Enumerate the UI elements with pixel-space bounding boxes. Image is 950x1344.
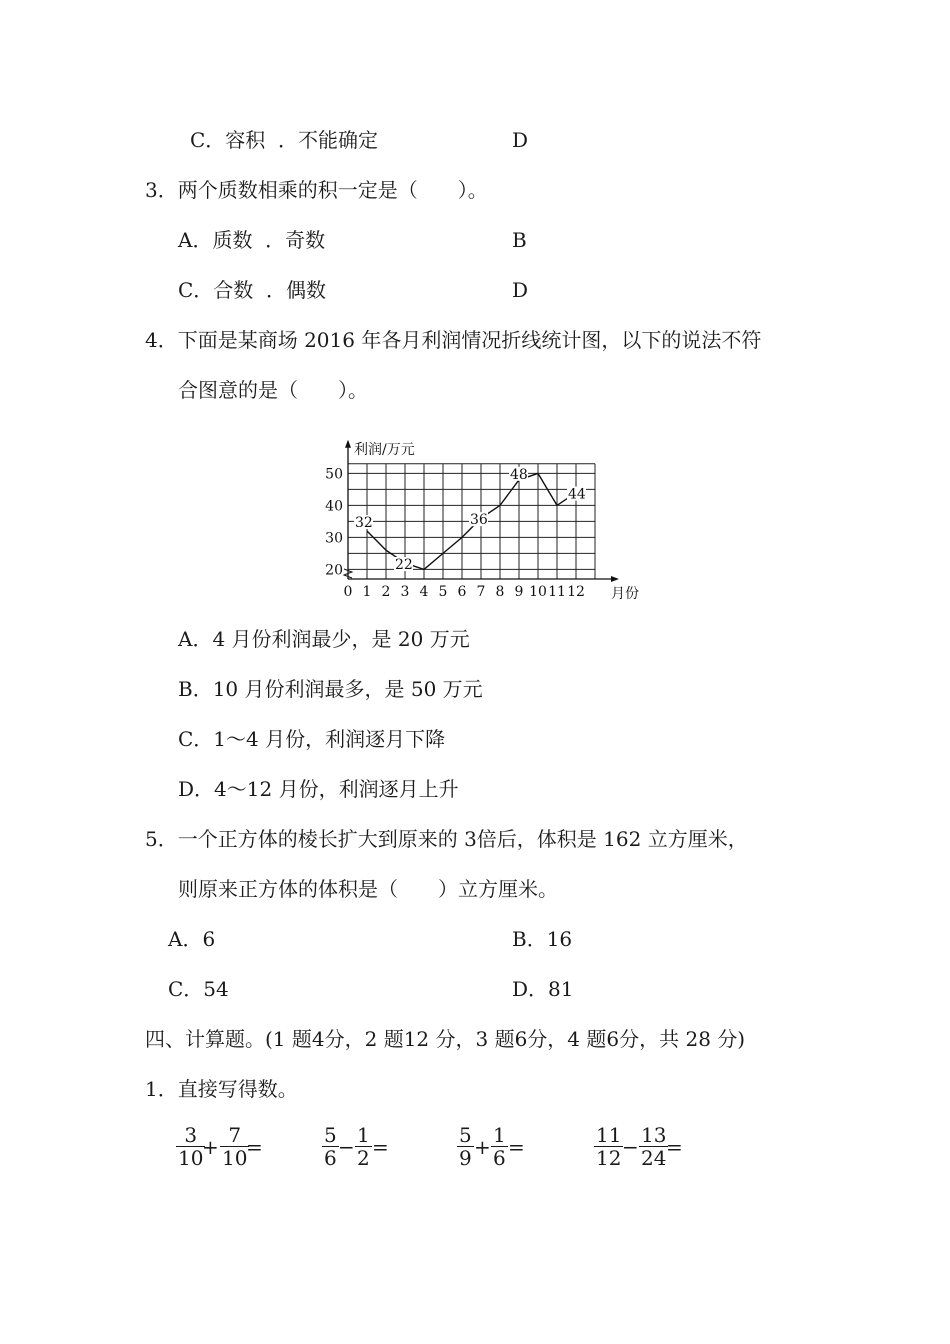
axis-break-mark <box>344 569 352 578</box>
data-label: 48 <box>510 466 528 483</box>
calc4-denominator-b: 24 <box>641 1146 667 1170</box>
q5-option-b: B．16 <box>512 927 573 951</box>
calc2-denominator-a: 6 <box>324 1146 337 1170</box>
calc2-numerator-a: 5 <box>324 1123 337 1147</box>
chart-labels <box>354 467 586 573</box>
q3-option-a: A．质数 ．奇数 <box>178 228 326 252</box>
x-tick-label: 3 <box>400 584 410 600</box>
x-axis-label: 月份 <box>611 586 639 602</box>
calc1-denominator-b: 10 <box>222 1146 248 1170</box>
calc4-fraction-b <box>639 1124 668 1169</box>
x-tick-label: 9 <box>514 584 524 600</box>
y-tick-label: 40 <box>325 498 343 515</box>
q4-option-d: D．4～12 月份，利润逐月上升 <box>178 777 459 801</box>
calc1-operator: + <box>202 1135 219 1159</box>
calc2-fraction-b <box>355 1124 372 1169</box>
x-tick-label: 5 <box>438 584 448 600</box>
calc4-fraction-a <box>594 1124 623 1169</box>
x-tick-label: 7 <box>476 584 486 600</box>
x-tick-label: 0 <box>343 584 353 600</box>
x-tick-label: 11 <box>548 584 566 600</box>
q3-option-c: C．合数 ．偶数 <box>178 278 327 302</box>
data-label: 36 <box>470 512 488 529</box>
calc1-equals: = <box>246 1135 263 1159</box>
calc3-numerator-a: 5 <box>459 1123 472 1147</box>
q4-option-b: B．10 月份利润最多，是 50 万元 <box>178 677 483 701</box>
y-axis-label: 利润/万元 <box>354 441 415 458</box>
x-axis-arrow <box>611 576 619 582</box>
calc3-denominator-b: 6 <box>493 1146 506 1170</box>
data-label: 44 <box>568 486 586 503</box>
q3-option-d: D <box>512 278 529 302</box>
calc1-numerator-a: 3 <box>176 1124 205 1147</box>
calc2-denominator-b: 2 <box>357 1146 370 1170</box>
calc2-operator: − <box>338 1135 355 1159</box>
x-tick-label: 8 <box>495 584 505 600</box>
section4-q1: 1．直接写得数。 <box>145 1077 298 1101</box>
y-tick-label: 20 <box>325 562 343 579</box>
q2-option-d: D <box>512 128 529 152</box>
x-tick-label: 1 <box>362 584 372 600</box>
x-tick-label: 4 <box>419 584 429 600</box>
q4-option-a: A．4 月份利润最少，是 20 万元 <box>178 627 470 651</box>
q5-stem-line2: 则原来正方体的体积是（ ）立方厘米。 <box>178 877 558 901</box>
calc3-equals: = <box>508 1135 525 1159</box>
calc4-operator: − <box>622 1135 639 1159</box>
data-label: 32 <box>355 515 373 531</box>
calc1-numerator-b: 7 <box>220 1124 249 1147</box>
y-tick-label: 50 <box>325 466 343 483</box>
calc4-numerator-b: 13 <box>641 1123 667 1147</box>
x-tick-label: 12 <box>567 584 585 600</box>
y-axis-arrow <box>345 440 351 448</box>
q4-stem-line1: 4．下面是某商场 2016 年各月利润情况折线统计图，以下的说法不符 <box>145 328 762 352</box>
calc1-denominator-a: 10 <box>178 1146 204 1170</box>
q4-option-c: C．1～4 月份，利润逐月下降 <box>178 727 446 751</box>
x-tick-label: 10 <box>529 584 547 600</box>
q3-option-b: B <box>512 228 527 252</box>
calc4-denominator-a: 12 <box>596 1146 622 1170</box>
calc4-equals: = <box>666 1135 683 1159</box>
profit-line-chart <box>325 418 639 603</box>
calc3-fraction-a <box>457 1124 474 1169</box>
calc2-numerator-b: 1 <box>357 1123 370 1147</box>
q5-option-d: D．81 <box>512 977 574 1001</box>
q5-option-c: C．54 <box>168 977 229 1001</box>
calc3-fraction-b <box>491 1124 508 1169</box>
q2-option-c: C．容积 ．不能确定 <box>190 128 379 152</box>
calc3-operator: + <box>474 1135 491 1159</box>
x-tick-label: 6 <box>457 584 467 600</box>
x-tick-label: 2 <box>381 584 391 600</box>
calc4-numerator-a: 11 <box>596 1123 622 1147</box>
q4-stem-line2: 合图意的是（ ）。 <box>178 378 368 402</box>
calc2-equals: = <box>372 1135 389 1159</box>
calc3-numerator-b: 1 <box>493 1123 506 1147</box>
y-tick-label: 30 <box>325 530 343 547</box>
calc2-fraction-a <box>322 1124 339 1169</box>
data-label: 22 <box>395 557 413 573</box>
q5-stem-line1: 5．一个正方体的棱长扩大到原来的 3倍后，体积是 162 立方厘米， <box>145 827 748 851</box>
calc3-denominator-a: 9 <box>459 1146 472 1170</box>
section4-heading: 四、计算题。(1 题4分，2 题12 分，3 题6分，4 题6分，共 28 分) <box>145 1027 746 1051</box>
q5-option-a: A．6 <box>168 927 216 951</box>
q3-stem: 3．两个质数相乘的积一定是（ ）。 <box>145 178 488 202</box>
